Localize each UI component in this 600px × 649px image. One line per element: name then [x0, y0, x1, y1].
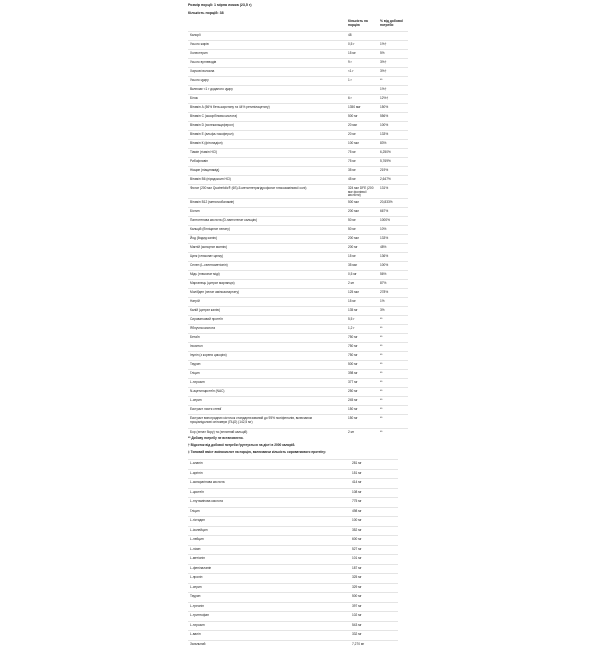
nutrient-amount: 50 мг [348, 219, 374, 223]
amino-acid-row [188, 488, 398, 498]
nutrient-daily-value: ** [380, 363, 408, 367]
table-row [188, 342, 408, 351]
nutrient-name: Калорії [190, 34, 330, 38]
amino-acid-amount: 329 мг [352, 586, 378, 590]
nutrient-amount: 15 мг [348, 300, 374, 304]
nutrient-daily-value: 87% [380, 282, 408, 286]
table-row [188, 85, 408, 94]
footnote: ‡ Типовий вміст амінокислот на порцію, включаючи кількість сироваткового протеїну: [188, 450, 418, 457]
table-row [188, 378, 408, 387]
nutrient-daily-value: 12%† [380, 97, 408, 101]
nutrient-amount: 200 мг [348, 246, 374, 250]
amino-acid-name: Гліцин [190, 510, 330, 514]
amino-acid-row [188, 545, 398, 555]
amino-acid-row [188, 516, 398, 526]
nutrient-amount: 500 мкг [348, 201, 374, 205]
table-row [188, 243, 408, 252]
nutrient-daily-value: 5,769% [380, 160, 408, 164]
nutrient-name: Вітамін B12 (метилкобаламін) [190, 201, 330, 205]
table-row [188, 297, 408, 306]
nutrient-name: Вітамін К (фітонадіон) [190, 142, 330, 146]
amino-acid-name: L-триптофан [190, 614, 330, 618]
table-row [188, 279, 408, 288]
nutrient-name: Інозитол [190, 345, 330, 349]
nutrient-amount: 750 мг [348, 354, 374, 358]
nutrient-name: Магній (аспартат магнію) [190, 246, 330, 250]
nutrient-daily-value: 83% [380, 142, 408, 146]
nutrient-amount: 1,2 г [348, 327, 374, 331]
nutrient-daily-value: 56% [380, 273, 408, 277]
nutrient-amount: 45 мг [348, 178, 374, 182]
amino-acid-name: Таурин [190, 595, 330, 599]
nutrient-name: Фолат (200 мкг Quatrefolic® (6S)-5-метилтетрагідрофолат глюкозамінової солі) [190, 187, 330, 191]
nutrient-name: Екстракт виноградних кісточок стандартизований до 95% поліфенолів, включаючи проціанідолові олігомери (ПЦО) (142,5 мг) [190, 417, 330, 424]
amino-acid-name: Загальний [190, 643, 330, 647]
amino-acid-amount: 543 мг [352, 624, 378, 628]
footnote: † Відсоток від добової потреби ґрунтується на дієті в 2000 калорій. [188, 443, 418, 450]
table-row [188, 148, 408, 157]
amino-acid-row [188, 554, 398, 564]
table-row [188, 324, 408, 333]
nutrient-amount: 398 мг [348, 372, 374, 376]
amino-acid-name: L-лейцин [190, 538, 330, 542]
nutrient-daily-value: 131% [380, 187, 408, 191]
nutrient-daily-value: 150% [380, 106, 408, 110]
nutrient-daily-value: 1% [380, 300, 408, 304]
nutrient-name: Усього жирів [190, 43, 330, 47]
nutrient-daily-value: 10% [380, 228, 408, 232]
nutrient-daily-value: ** [380, 399, 408, 403]
nutrient-name: Харчові волокна [190, 70, 330, 74]
amino-acid-name: L-аспарагінова кислота [190, 481, 330, 485]
nutrient-daily-value: 100% [380, 124, 408, 128]
nutrient-name: Йод (йодид калію) [190, 237, 330, 241]
amino-acid-row [188, 573, 398, 583]
amino-acid-name: L-фенілаланін [190, 567, 330, 571]
nutrient-amount: 2 мг [348, 431, 374, 435]
nutrient-daily-value: 278% [380, 291, 408, 295]
nutrient-amount: 15 мг [348, 255, 374, 259]
nutrient-amount: 1350 мкг [348, 106, 374, 110]
amino-acid-name: L-ізолейцин [190, 529, 330, 533]
table-row [188, 103, 408, 112]
nutrient-amount: 150 мг [348, 417, 374, 421]
table-row [188, 121, 408, 130]
nutrient-amount: <1 г [348, 70, 374, 74]
nutrient-name: Холестерин [190, 52, 330, 56]
nutrient-amount: 250 мг [348, 390, 374, 394]
nutrient-name: Біотин [190, 210, 330, 214]
nutrient-name: Молібден (хелат аміноаспартату) [190, 291, 330, 295]
nutrient-daily-value: ** [380, 417, 408, 421]
amino-acid-row [188, 459, 398, 469]
nutrient-amount: 100 мкг [348, 142, 374, 146]
footnotes [188, 436, 418, 457]
column-header-daily-value: % від добової потреби [380, 19, 408, 27]
amino-acid-row [188, 478, 398, 488]
nutrient-name: Ніацин (ніацинамід) [190, 169, 330, 173]
nutrient-name: Усього цукру [190, 79, 330, 83]
nutrient-amount: 150 мг [348, 408, 374, 412]
nutrient-name: Мідь (глюконат міді) [190, 273, 330, 277]
nutrient-name: Білок [190, 97, 330, 101]
amino-acid-amount: 352 мг [352, 529, 378, 533]
nutrient-name: Вітамін Е (альфа-токоферол) [190, 133, 330, 137]
nutrient-daily-value: 1%† [380, 43, 408, 47]
column-header-amount: Кількість на порцію [348, 19, 374, 27]
nutrient-amount: 0,5 мг [348, 273, 374, 277]
amino-acid-amount: 600 мг [352, 538, 378, 542]
amino-acid-amount: 187 мг [352, 567, 378, 571]
amino-acid-amount: 397 мг [352, 605, 378, 609]
nutrient-name: Екстракт листя стевії [190, 408, 330, 412]
nutrient-name: Бетаїн [190, 336, 330, 340]
amino-acid-row [188, 526, 398, 536]
nutrient-daily-value: 3%† [380, 61, 408, 65]
table-row [188, 369, 408, 378]
nutrient-daily-value: 6,250% [380, 151, 408, 155]
nutrient-name: Інулін (з кореня цикорію) [190, 354, 330, 358]
table-row [188, 166, 408, 175]
table-row [188, 40, 408, 49]
amino-acid-amount: 101 мг [352, 557, 378, 561]
nutrient-daily-value: 667% [380, 210, 408, 214]
nutrient-daily-value: 2,647% [380, 178, 408, 182]
nutrient-name: Кальцій (бігліцинат хелату) [190, 228, 330, 232]
nutrient-daily-value: 1%† [380, 88, 408, 92]
table-row [188, 49, 408, 58]
nutrient-amount: 50 мг [348, 228, 374, 232]
table-row [188, 396, 408, 405]
nutrient-daily-value: ** [380, 318, 408, 322]
table-row [188, 216, 408, 225]
serving-size: Розмір порції: 1 мірна ложка (23,5 г) [188, 3, 252, 7]
amino-acid-name: L-лізин [190, 548, 330, 552]
nutrient-amount: 0,5 г [348, 43, 374, 47]
nutrient-amount: 6 г [348, 97, 374, 101]
amino-acid-name: L-цистеїн [190, 491, 330, 495]
nutrient-name: Пантотенова кислота (D-пантотенат кальцію) [190, 219, 330, 223]
nutrient-daily-value: 20,833% [380, 201, 408, 205]
nutrient-daily-value: 48% [380, 246, 408, 250]
table-row [188, 387, 408, 396]
nutrient-amount: 75 мг [348, 160, 374, 164]
nutrient-amount: 1 г [348, 79, 374, 83]
nutrient-name: Бор (хелат бору) та (хелатний кальцій) [190, 431, 330, 435]
table-row [188, 198, 408, 207]
nutrient-amount: 125 мкг [348, 291, 374, 295]
table-row [188, 261, 408, 270]
nutrient-daily-value: 100% [380, 264, 408, 268]
nutrient-daily-value: 3% [380, 309, 408, 313]
nutrient-amount: 200 мкг [348, 210, 374, 214]
footnote: ** Добову потребу не встановлено. [188, 436, 418, 443]
nutrient-name: Сироватковий протеїн [190, 318, 330, 322]
nutrient-daily-value: 5% [380, 52, 408, 56]
nutrient-daily-value: ** [380, 354, 408, 358]
nutrient-amount: 35 мкг [348, 264, 374, 268]
nutrient-name: Калій (цитрат калію) [190, 309, 330, 313]
amino-acid-row [188, 621, 398, 631]
table-row [188, 414, 408, 428]
amino-acid-name: L-глутамінова кислота [190, 500, 330, 504]
nutrient-amount: 2 мг [348, 282, 374, 286]
nutrient-name: Цинк (глюконат цинку) [190, 255, 330, 259]
table-row [188, 360, 408, 369]
amino-acid-name: L-аланін [190, 462, 330, 466]
table-row [188, 184, 408, 198]
amino-acid-amount: 775 мг [352, 500, 378, 504]
table-row [188, 157, 408, 166]
table-row [188, 306, 408, 315]
amino-acid-amount: 332 мг [352, 633, 378, 637]
table-row [188, 270, 408, 279]
amino-acid-name: L-треонін [190, 605, 330, 609]
nutrient-amount: 135 мг [348, 309, 374, 313]
amino-acid-row [188, 592, 398, 602]
amino-acid-row [188, 507, 398, 517]
servings-per-container: Кількість порцій: 38 [188, 11, 224, 15]
amino-acid-row [188, 640, 398, 649]
nutrient-daily-value: ** [380, 390, 408, 394]
amino-acid-row [188, 564, 398, 574]
table-row [188, 252, 408, 261]
amino-acid-row [188, 602, 398, 612]
nutrient-amount: 324 мкг DFE (200 мкг фолієвої кислоти) [348, 187, 374, 198]
table-row [188, 130, 408, 139]
amino-acid-amount: 498 мг [352, 510, 378, 514]
nutrient-amount: 20 мг [348, 133, 374, 137]
nutrient-amount: 35 мг [348, 169, 374, 173]
nutrient-daily-value: 3%† [380, 70, 408, 74]
nutrient-daily-value: ** [380, 431, 408, 435]
amino-acid-amount: 527 мг [352, 548, 378, 552]
nutrient-name: Селен (L-селенометіонін) [190, 264, 330, 268]
nutrient-name: Включає <1 г доданого цукру [190, 88, 330, 92]
amino-acid-amount: 151 мг [352, 472, 378, 476]
nutrient-daily-value: ** [380, 327, 408, 331]
nutrient-name: Марганець (цитрат марганцю) [190, 282, 330, 286]
nutrient-daily-value: ** [380, 79, 408, 83]
amino-acid-amount: 102 мг [352, 614, 378, 618]
nutrient-amount: 750 мг [348, 345, 374, 349]
nutrient-amount: 48 [348, 34, 374, 38]
amino-acid-name: L-валін [190, 633, 330, 637]
table-row [188, 405, 408, 414]
nutrient-amount: 20 мкг [348, 124, 374, 128]
table-row [188, 94, 408, 103]
nutrient-daily-value: ** [380, 336, 408, 340]
nutrient-amount: 500 мг [348, 363, 374, 367]
amino-acid-name: L-гістидин [190, 519, 330, 523]
nutrient-daily-value: 219% [380, 169, 408, 173]
amino-acid-amount: 500 мг [352, 595, 378, 599]
nutrient-amount: 200 мкг [348, 237, 374, 241]
nutrient-name: Вітамін С (аскорбінова кислота) [190, 115, 330, 119]
nutrient-amount: 500 мг [348, 115, 374, 119]
table-row [188, 112, 408, 121]
nutrient-name: Вітамін А (56% бета-каротину та 44% ретинілацетату) [190, 106, 330, 110]
nutrient-name: Таурин [190, 363, 330, 367]
nutrient-daily-value: ** [380, 408, 408, 412]
amino-acid-amount: 108 мг [352, 491, 378, 495]
nutrient-daily-value: 133% [380, 133, 408, 137]
nutrient-daily-value: 133% [380, 237, 408, 241]
table-row [188, 207, 408, 216]
nutrient-name: Усього вуглеводів [190, 61, 330, 65]
nutrient-amount: 377 мг [348, 381, 374, 385]
table-row [188, 175, 408, 184]
nutrient-amount: 245 мг [348, 399, 374, 403]
nutrient-amount: 75 мг [348, 151, 374, 155]
amino-acid-name: L-пролін [190, 576, 330, 580]
amino-acid-row [188, 497, 398, 507]
nutrient-name: Натрій [190, 300, 330, 304]
table-row [188, 288, 408, 297]
amino-acid-row [188, 583, 398, 593]
amino-acid-name: L-тирозин [190, 624, 330, 628]
amino-acid-name: L-метіонін [190, 557, 330, 561]
amino-acid-row [188, 611, 398, 621]
nutrient-amount: 9 г [348, 61, 374, 65]
nutrient-daily-value: 136% [380, 255, 408, 259]
table-row [188, 351, 408, 360]
amino-acid-amount: 100 мг [352, 519, 378, 523]
nutrient-name: Рибофлавін [190, 160, 330, 164]
nutrient-name: L-тирозин [190, 381, 330, 385]
nutrient-daily-value: ** [380, 381, 408, 385]
table-row [188, 333, 408, 342]
nutrient-name: L-серин [190, 399, 330, 403]
amino-acid-name: L-серин [190, 586, 330, 590]
nutrient-name: Вітамін B6 (піридоксин HCl) [190, 178, 330, 182]
amino-acid-amount: 325 мг [352, 576, 378, 580]
nutrient-daily-value: ** [380, 345, 408, 349]
table-row [188, 58, 408, 67]
amino-acid-row [188, 469, 398, 479]
nutrient-daily-value: 1000% [380, 219, 408, 223]
nutrient-amount: 5,5 г [348, 318, 374, 322]
nutrient-amount: 15 мг [348, 52, 374, 56]
table-row [188, 234, 408, 243]
nutrient-name: Яблучна кислота [190, 327, 330, 331]
table-row [188, 67, 408, 76]
amino-acid-name: L-аргінін [190, 472, 330, 476]
amino-acid-row [188, 535, 398, 545]
amino-acid-amount: 414 мг [352, 481, 378, 485]
table-row [188, 76, 408, 85]
table-row [188, 139, 408, 148]
amino-acid-amount: 7,270 мг [352, 643, 378, 647]
nutrient-daily-value: 556% [380, 115, 408, 119]
amino-acid-row [188, 630, 398, 640]
nutrient-daily-value: ** [380, 372, 408, 376]
nutrient-name: Вітамін D (холекальциферол) [190, 124, 330, 128]
nutrient-name: N-ацетилцистеїн (NAC) [190, 390, 330, 394]
supplement-facts-table [188, 31, 408, 437]
amino-acid-amount: 281 мг [352, 462, 378, 466]
table-row [188, 315, 408, 324]
amino-acid-profile-table [188, 459, 398, 649]
table-row [188, 31, 408, 40]
table-row [188, 225, 408, 234]
nutrient-amount: 750 мг [348, 336, 374, 340]
nutrient-name: Гліцин [190, 372, 330, 376]
nutrient-name: Тіамін (тіамін HCl) [190, 151, 330, 155]
